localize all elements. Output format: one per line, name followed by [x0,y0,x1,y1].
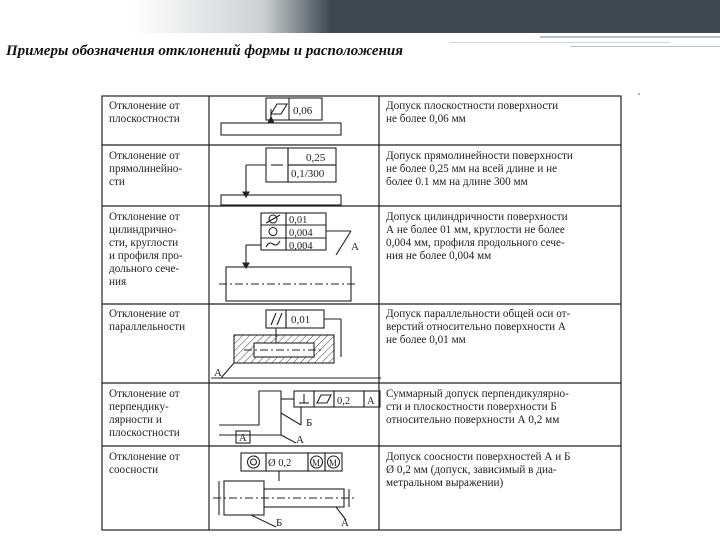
decorative-dot [638,93,640,95]
top-banner-fade [0,0,330,33]
perp-part [219,391,281,435]
row-2-description: Допуск прямолинейности поверхности не более 0,25 мм на всей длине и не более 0.1 мм на длине 300 мм [386,150,573,188]
decorative-line-2 [570,46,720,47]
perp-flatness-icon [317,395,331,403]
flatness-drawing [221,98,341,135]
straightness-part [221,195,341,205]
straightness-frame-value-2: 0,1/300 [291,168,325,180]
flatness-symbol-icon [271,104,287,114]
flatness-frame-value: 0,06 [293,105,313,117]
flatness-part [221,123,341,135]
row-1-description: Допуск плоскостности поверхности не более 0,06 мм [386,100,559,125]
decorative-line-3 [450,42,670,43]
parallelism-frame-symbol [266,310,286,328]
parallelism-value: 0,01 [291,314,311,326]
cylindricity-datum-label: А [351,241,359,253]
row-6-name: Отклонение от соосности [109,451,180,476]
parallelism-datum-label: А [214,367,222,379]
cylindricity-drawing [219,213,358,301]
row-4-description: Допуск параллельности общей оси от- верстий относительно поверхности А не более 0,01 мм [386,308,571,346]
row-5-description: Суммарный допуск перпендикулярно- сти и плоскостности поверхности Б относительно поверхности А 0,2 мм [386,388,569,426]
perp-frame-datum-text: А [367,396,375,407]
row-6-description: Допуск соосности поверхностей А и Б Ø 0,2 мм (допуск, зависимый в диа- метральном выражении) [386,451,571,489]
decorative-line-1 [540,36,720,38]
row-1-name: Отклонение от плоскостности [109,100,180,125]
row-3-name: Отклонение от цилиндрично- сти, круглости и профиля про- дольного сече- ния [109,211,183,288]
row-3-description: Допуск цилиндричности поверхности А не более 01 мм, круглости не более 0,004 мм, профиля продольного сече- ния не более 0,004 мм [386,211,568,262]
row-2-name: Отклонение от прямолинейно- сти [109,150,183,188]
roundness-symbol-icon [269,228,277,236]
roundness-value: 0,004 [289,228,313,239]
cylindricity-value: 0,01 [289,215,308,226]
row-4-name: Отклонение от параллельности [109,308,186,333]
conc-frame-m1-text: М [312,458,321,468]
conc-label-a: А [341,517,349,529]
perp-label-a-box: А [239,433,247,444]
perp-frame-flat [314,391,334,407]
profile-symbol-icon [266,241,280,247]
conc-label-b: Б [276,517,283,529]
profile-value: 0,004 [289,241,313,252]
row-5-name: Отклонение от перпендику- лярности и плоскостности [109,388,180,439]
conc-frame-value-text: Ø 0,2 [268,458,292,469]
perp-frame-value-text: 0,2 [337,396,351,407]
concentricity-symbol-icon [248,456,260,468]
perp-label-a: А [296,434,304,446]
perp-label-b: Б [306,417,313,429]
conc-frame-m2-text: М [329,458,338,468]
parallelism-symbol-icon [271,313,276,325]
straightness-frame-value-1: 0,25 [306,152,326,164]
page-title: Примеры обозначения отклонений формы и расположения [6,43,403,59]
tolerance-table [101,95,622,531]
